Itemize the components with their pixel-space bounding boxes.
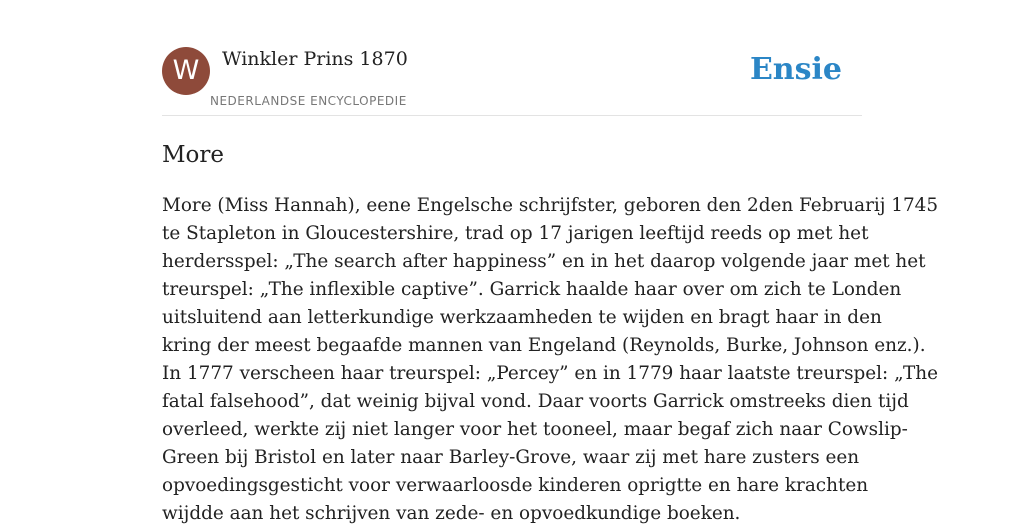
ensie-logo[interactable]: Ensie [749, 52, 842, 87]
article-line: More (Miss Hannah), eene Engelsche schrijfster, geboren den 2den Februarij 1745 [162, 195, 939, 216]
source-name-link[interactable]: Winkler Prins 1870 [222, 48, 408, 70]
source-header [162, 46, 862, 116]
article-line: uitsluitend aan letterkundige werkzaamheden te wijden en bragt haar in den [162, 307, 882, 328]
article-line: opvoedingsgesticht voor verwaarloosde kinderen oprigtte en hare krachten [162, 475, 869, 496]
article-title: More [162, 142, 225, 168]
article-line: In 1777 verscheen haar treurspel: „Percey” en in 1779 haar laatste treurspel: „The [162, 363, 938, 384]
article-line: treurspel: „The inflexible captive”. Garrick haalde haar over om zich te Londen [162, 279, 902, 300]
article-line: overleed, werkte zij niet langer voor het tooneel, maar begaf zich naar Cowslip- [162, 419, 908, 440]
article-line: herdersspel: „The search after happiness” en in het daarop volgende jaar met het [162, 251, 926, 272]
article-line: fatal falsehood”, dat weinig bijval vond. Daar voorts Garrick omstreeks dien tijd [162, 391, 909, 412]
article-line: kring der meest begaafde mannen van Engeland (Reynolds, Burke, Johnson enz.). [162, 335, 926, 356]
source-subtitle: NEDERLANDSE ENCYCLOPEDIE [210, 94, 407, 108]
article-line: wijdde aan het schrijven van zede- en opvoedkundige boeken. [162, 503, 741, 524]
article-body [162, 192, 939, 528]
article-line: te Stapleton in Gloucestershire, trad op 17 jarigen leeftijd reeds op met het [162, 223, 869, 244]
source-avatar[interactable]: W [162, 47, 210, 95]
article-line: Green bij Bristol en later naar Barley-Grove, waar zij met hare zusters een [162, 447, 860, 468]
